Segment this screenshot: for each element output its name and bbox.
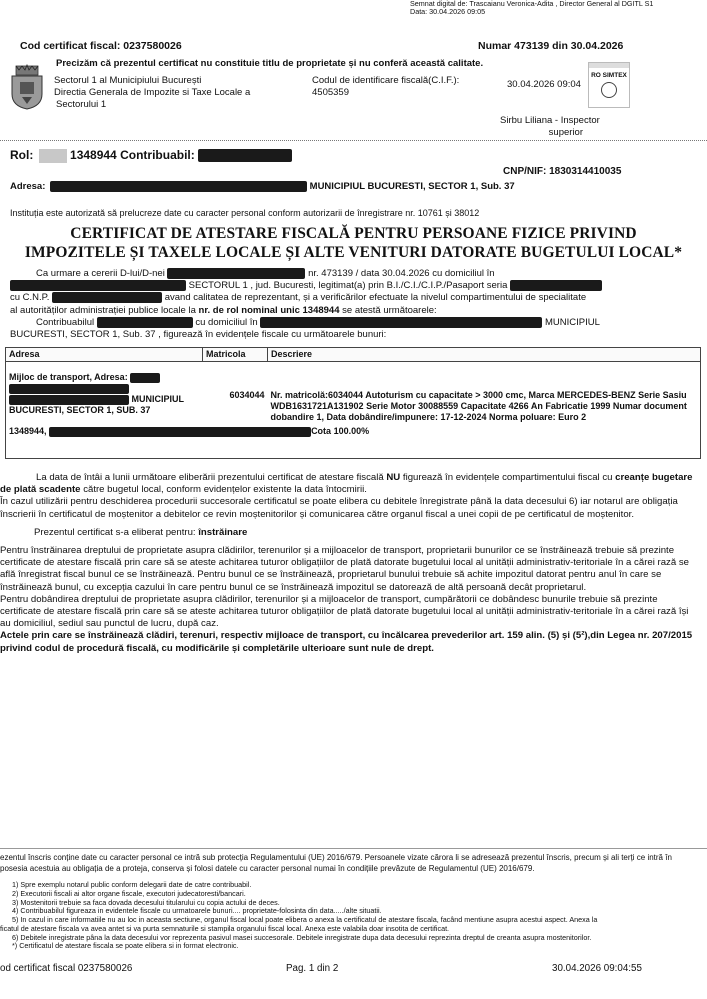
- id-redaction: [510, 280, 602, 291]
- institution-block: [54, 75, 250, 111]
- row-address: [6, 362, 203, 425]
- intro-l5c: MUNICIPIUL: [544, 316, 600, 328]
- rol-redaction: [39, 149, 67, 163]
- intro-l3a: cu C.N.P.: [10, 292, 50, 304]
- intro-l3b: avand calitatea de reprezentant, și a verificărilor efectuate la nivelul compartimentului de specialitate: [164, 292, 587, 304]
- cif-label: Codul de identificare fiscală(C.I.F.):: [312, 75, 460, 86]
- intro-l5a: Contribuabilul: [36, 316, 95, 328]
- footnote-7: *) Certificatul de atestare fiscala se poate elibera si in format electronic.: [12, 941, 239, 951]
- row-address-1: Mijloc de transport, Adresa:: [9, 372, 128, 383]
- goods-table-wrap: [5, 347, 701, 459]
- col-descriere: Descriere: [271, 349, 313, 359]
- footnotes-list: [0, 880, 702, 951]
- footnote-6: 6) Debitele inregistrate pâna la data decesului vor reprezenta pasivul masei succesorale. Debitele inregistrate dupa data decesului reprezinta dreptul de creanta asupra mostenitorilor.: [12, 932, 592, 942]
- contribuabil-redaction: [97, 317, 193, 328]
- requester-redaction: [167, 268, 305, 279]
- p1-bold2: creanțe bugetare de plată scadente: [0, 472, 693, 496]
- footnote-3: 3) Mostenitorii trebuie sa faca dovada decesului titularului cu copia actului de deces.: [12, 897, 280, 907]
- table-row-owner: [6, 424, 700, 457]
- intro-paragraph: [10, 268, 700, 341]
- signature-line-2: Data: 30.04.2026 09:05: [410, 7, 486, 17]
- digital-signature: [410, 0, 707, 17]
- header-divider: [0, 140, 707, 141]
- vehicle-address-redaction: [130, 373, 160, 383]
- cnp-line: CNP/NIF: 1830314410035: [503, 166, 622, 177]
- institution-line-2: Directia Generala de Impozite si Taxe Locale a: [54, 87, 251, 98]
- owner-redaction: [49, 427, 311, 437]
- table-row: [6, 362, 700, 425]
- cnp-redaction: [52, 292, 162, 303]
- title-line-2: IMPOZITELE ȘI TAXELE LOCALE ȘI ALTE VENITURI DATORATE BUGETULUI LOCAL*: [24, 243, 683, 261]
- body-text: [0, 472, 697, 655]
- address-line: [10, 181, 515, 193]
- intro-l1a: Ca urmare a cererii D-lui/D-nei: [36, 268, 165, 280]
- row-address-2: MUNICIPIUL: [131, 394, 185, 405]
- footnote-5b: ficatul de atestare fiscala va avea antet si va purta semnaturile si stampila organului fiscal local. Anexa este valabila doar insotita de certificat.: [0, 923, 450, 933]
- paragraph-5: Pentru dobândirea dreptului de proprietate asupra clădirilor, terenurilor și a mijloacelor de transport, cumpărătorii ce dobândesc bunurile trebuie să prezinte certificate de atestare fiscală prin care să se ateste achitarea tuturor obligațiilor de plată datorate bugetului local al unității administrativ-teritoriale în a cărei rază își au domiciliul, sediul sau punctul de lucru, după caz.: [0, 593, 689, 630]
- domicile-redaction: [10, 280, 186, 291]
- owner-line: [6, 424, 700, 457]
- footnote-4: 4) Contribuabilul figureaza in evidentele fiscale cu urmatoarele bunuri.... proprietate-folosinta din data...../alte situatii.: [12, 906, 382, 916]
- intro-l6: BUCURESTI, SECTOR 1, Sub. 37 , figurează în evidențele fiscale cu următoarele bunuri:: [10, 329, 387, 341]
- p1-c: către bugetul local, conform evidențelor existente la data întocmirii.: [83, 484, 367, 496]
- intro-l5b: cu domiciliul în: [195, 316, 258, 328]
- paragraph-4: Pentru înstrăinarea dreptului de proprietate asupra clădirilor, terenurilor și a mijloacelor de transport, proprietarii bunurilor ce se înstrăinează trebuie să prezinte certificate de atestare fiscală prin care să se ateste achitarea tuturor obligațiilor de plată datorate bugetului local al unității administrativ-teritoriale în a cărei rază se află înregistrat fiscal bunul ce se înstrăinează. Pentru bunul ce se înstrăinează, proprietarul bunului trebuie să achite impozitul datorat pentru anul în care se înstrăinează bunul, cu excepția cazului în care pentru bunul ce se înstrăinează impozitul se datorează de altă persoană decât proprietarul.: [0, 545, 689, 593]
- vehicle-address-redaction-3: [9, 395, 129, 405]
- institution-line-3: Sectorului 1: [56, 99, 107, 110]
- intro-l2a: SECTORUL 1 , jud. Bucuresti, legitimat(a) prin B.I./C.I./C.I.P./Pasaport seria: [188, 280, 508, 292]
- certification-logo-text: RO SIMTEX: [591, 72, 627, 79]
- coat-of-arms-logo: [8, 64, 46, 110]
- domicile-redaction-2: [260, 317, 542, 328]
- p3-bold: înstrăinare: [198, 526, 248, 538]
- paragraph-1: [0, 472, 697, 496]
- footnote-2: 2) Executorii fiscali ai altor organe fiscale, executori judecatoresti/bancari.: [12, 888, 246, 898]
- owner-id: 1348944,: [9, 426, 47, 437]
- intro-l1b: nr. 473139 / data 30.04.2026 cu domiciliul în: [308, 268, 495, 280]
- issuer-block: [500, 115, 600, 139]
- certification-logo: [588, 62, 630, 108]
- issue-timestamp: 30.04.2026 09:04: [507, 79, 581, 90]
- contribuabil-label: Contribuabil:: [120, 148, 195, 162]
- consent-line: Instituția este autorizată să prelucreze date cu caracter personal conform autorizarii de înregistrare nr. 10761 și 38012: [10, 208, 480, 218]
- precizare-note: Precizăm că prezentul certificat nu constituie titlu de proprietate și nu conferă această calitate.: [56, 58, 484, 69]
- owner-cota: Cota 100.00%: [311, 426, 370, 437]
- footer-timestamp: 30.04.2026 09:04:55: [552, 963, 642, 974]
- paragraph-2: În cazul utilizării pentru deschiderea procedurii succesorale certificatul se poate elibera cu debitele înregistrate până la data decesului 6) iar notarul are obligația înscrierii în certificatul de moștenitor a debitelor ce revin moștenitorilor și comunicarea către organul fiscal a unei copii de pe certificatul de moștenitor.: [0, 496, 678, 520]
- institution-line-1: Sectorul 1 al Municipiului București: [54, 75, 202, 86]
- footnote-5: 5) In cazul in care informatiile nu au loc in aceasta sectiune, organul fiscal local poate elibera o anexa la certificatul de atestare fiscala, facând mentiune asupra acestui aspect. Anexa la: [12, 915, 598, 925]
- paragraph-3: [0, 527, 697, 539]
- row-matricola: 6034044: [229, 390, 265, 401]
- signature-line-1: Semnat digital de: Trascaianu Veronica-Adita , Director General al DGITL S1: [410, 0, 654, 8]
- row-address-3: BUCURESTI, SECTOR 1, SUB. 37: [9, 405, 151, 416]
- name-redaction: [198, 149, 292, 162]
- numar-certificat: Numar 473139 din 30.04.2026: [478, 40, 624, 52]
- issuer-role: superior: [548, 127, 583, 138]
- col-matricola: Matricola: [203, 348, 268, 362]
- intro-l4a: al autorităților administrației publice locale la: [10, 304, 196, 316]
- gdpr-note: ezentul înscris conține date cu caracter personal ce intră sub protecția Regulamentului (UE) 2016/679. Persoanele vizate cărora li se adresează prezentul înscris, precum și ali terți ce intră în posesia acestuia au obligația de a proteja, conserva și folosi datele cu caracter personal numai în condițiile prevăzute de Regulamentul (UE) 2016/679.: [0, 853, 672, 873]
- paragraph-6: Actele prin care se înstrăinează clădiri, terenuri, respectiv mijloace de transport, cu încălcarea prevederilor art. 159 alin. (5) și (5²),din Legea nr. 207/2015 privind codul de procedură fiscală, cu modificările și completările ulterioare sunt nule de drept.: [0, 630, 693, 654]
- rol-value: 1348944: [70, 148, 117, 162]
- intro-l4c: se atestă următoarele:: [342, 304, 437, 316]
- cod-certificat-fiscal: Cod certificat fiscal: 0237580026: [20, 40, 182, 52]
- row-descriere: Nr. matricolă:6034044 Autoturism cu capacitate > 3000 cmc, Marca MERCEDES-BENZ Serie Sasiu WDB1631721A131902 Serie Motor 30088559 Capacitate 4266 An Fabricatie 1999 Numar document dobandire 1, Data dobândire/impunere: 17-12-2024 Norma poluare: Euro 2: [270, 390, 687, 423]
- footnote-divider: [0, 848, 707, 849]
- issuer-name: Sirbu Liliana - Inspector: [500, 115, 600, 126]
- footer-left: od certificat fiscal 0237580026: [0, 963, 133, 974]
- p3-a: Prezentul certificat s-a eliberat pentru:: [34, 526, 196, 538]
- p1-bold: NU: [386, 472, 401, 483]
- cif-value: 4505359: [312, 87, 349, 98]
- intro-l4b: nr. de rol nominal unic 1348944: [198, 304, 340, 316]
- cif-block: [312, 75, 459, 99]
- address-redaction: [50, 181, 307, 192]
- rol-line: [10, 148, 292, 163]
- goods-table-header: [6, 348, 700, 362]
- rol-label: Rol:: [10, 148, 34, 162]
- p1-b: figurează în evidențele compartimentului fiscal cu: [402, 472, 613, 483]
- goods-table: [6, 348, 700, 458]
- adresa-tail: MUNICIPIUL BUCURESTI, SECTOR 1, Sub. 37: [309, 181, 515, 193]
- adresa-label: Adresa:: [10, 181, 46, 193]
- footnote-1: 1) Spre exemplu notarul public conform delegarii date de catre contribuabil.: [12, 880, 252, 889]
- vehicle-address-redaction-2: [9, 384, 129, 394]
- p1-a: La data de întâi a lunii următoare eliberării prezentului certificat de atestare fiscală: [36, 472, 384, 483]
- title-line-1: CERTIFICAT DE ATESTARE FISCALĂ PENTRU PERSOANE FIZICE PRIVIND: [70, 225, 637, 242]
- certificate-title: [0, 225, 707, 262]
- col-adresa: Adresa: [6, 348, 203, 362]
- footer-page: Pag. 1 din 2: [286, 963, 339, 974]
